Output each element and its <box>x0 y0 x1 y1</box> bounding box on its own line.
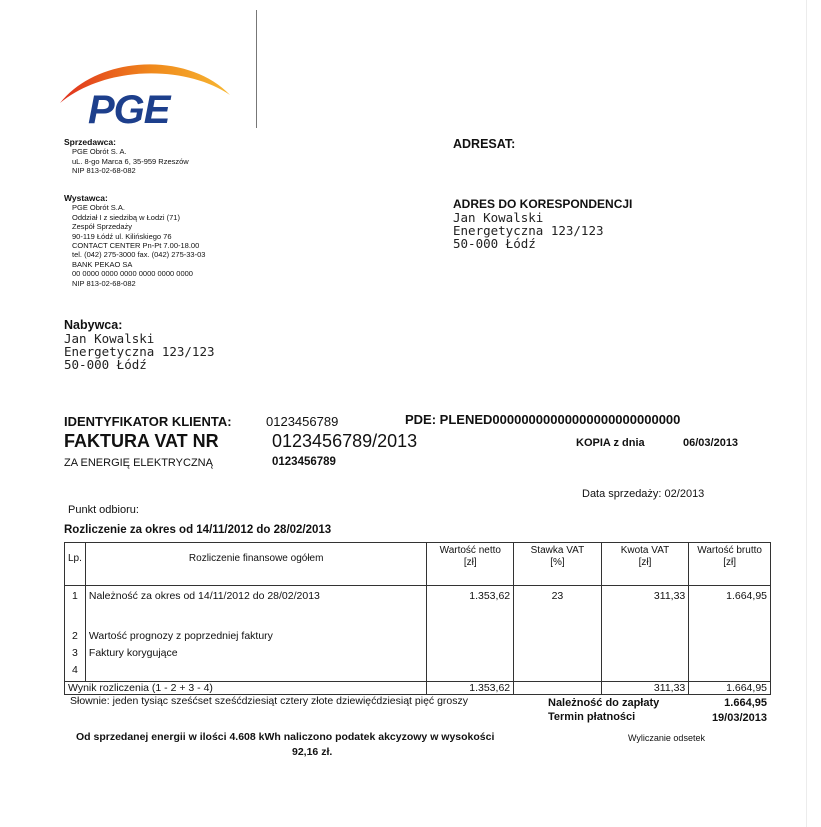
issuer-line: 00 0000 0000 0000 0000 0000 0000 <box>72 269 193 279</box>
col-vat-amount-title: Kwota VAT <box>620 545 670 556</box>
cell-net: 1.353,62 <box>427 586 514 630</box>
due-date-label: Termin płatności <box>548 711 636 723</box>
correspondence-line: Energetyczna 123/123 <box>453 223 604 238</box>
issuer-line: Zespół Sprzedaży <box>72 222 133 232</box>
buyer-line: Jan Kowalski <box>64 331 155 346</box>
cell-description: Należność za okres od 14/11/2012 do 28/02/2013 <box>85 586 427 630</box>
table-header-row <box>65 543 771 586</box>
amount-in-words: Słownie: jeden tysiąc sześćset sześćdziesiąt cztery złote dziewięćdziesiąt pięć groszy <box>70 695 469 707</box>
cell-lp: 1 <box>65 586 86 630</box>
cell-gross <box>689 630 771 647</box>
issuer-line: tel. (042) 275-3000 fax. (042) 275-33-03 <box>72 250 206 260</box>
addressee-heading: ADRESAT: <box>453 137 516 151</box>
excise-line: Od sprzedanej energii w ilości 4.608 kWh naliczono podatek akcyzowy w wysokości <box>76 731 495 743</box>
table-row <box>65 586 771 630</box>
table-row <box>65 647 771 664</box>
issuer-line: PGE Obrót S.A. <box>72 203 125 213</box>
correspondence-heading: ADRES DO KORESPONDENCJI <box>453 197 633 211</box>
seller-block <box>64 138 254 176</box>
issuer-line: Oddział I z siedzibą w Łodzi (71) <box>72 212 180 222</box>
cell-vat-rate <box>514 647 602 664</box>
logo-text: PGE <box>88 88 170 132</box>
cell-gross <box>689 647 771 664</box>
issuer-line: BANK PEKAO SA <box>72 259 133 269</box>
cell-gross <box>689 664 771 682</box>
copy-label: KOPIA z dnia <box>576 437 645 449</box>
buyer-heading: Nabywca: <box>64 318 123 332</box>
cell-vat-rate <box>514 664 602 682</box>
col-gross-title: Wartość brutto <box>697 545 762 556</box>
client-id-value: 0123456789 <box>266 414 339 429</box>
col-net-unit: [zł] <box>463 557 477 568</box>
col-gross-unit: [zł] <box>723 557 737 568</box>
cell-vat-amount <box>601 647 689 664</box>
invoice-number: 0123456789/2013 <box>272 431 418 451</box>
cell-description: Wartość prognozy z poprzedniej faktury <box>85 630 427 647</box>
cell-vat-amount <box>601 630 689 647</box>
col-gross <box>689 543 771 586</box>
cell-vat-amount <box>601 664 689 682</box>
col-description: Rozliczenie finansowe ogółem <box>85 543 427 586</box>
sale-date: Data sprzedaży: 02/2013 <box>582 488 705 500</box>
excise-amount: 92,16 zł. <box>292 746 333 758</box>
buyer-block <box>64 318 215 371</box>
cell-description: Faktury korygujące <box>85 647 427 664</box>
invoice-sub-number: 0123456789 <box>272 456 336 468</box>
cell-lp: 4 <box>65 664 86 682</box>
header-divider <box>256 10 257 128</box>
issuer-heading: Wystawca: <box>64 193 108 203</box>
table-total-row <box>65 682 771 695</box>
copy-date: 06/03/2013 <box>683 437 739 449</box>
interest-calculation: Wyliczanie odsetek <box>628 733 705 743</box>
cell-vat-rate <box>514 630 602 647</box>
cell-lp: 3 <box>65 647 86 664</box>
cell-net <box>427 630 514 647</box>
invoice-subtitle: ZA ENERGIĘ ELEKTRYCZNĄ <box>64 457 213 469</box>
issuer-line: NIP 813-02-68-082 <box>72 278 136 288</box>
col-vat-rate-title: Stawka VAT <box>530 545 585 556</box>
col-vat-rate-unit: [%] <box>550 557 565 568</box>
amount-due-value: 1.664,95 <box>724 697 767 709</box>
col-lp: Lp. <box>65 543 86 586</box>
col-vat-amount <box>601 543 689 586</box>
due-date-value: 19/03/2013 <box>711 712 767 724</box>
cell-net <box>427 664 514 682</box>
cell-net <box>427 647 514 664</box>
total-vat-rate <box>514 682 602 695</box>
correspondence-line: 50-000 Łódź <box>453 236 536 251</box>
issuer-line: CONTACT CENTER Pn-Pt 7.00-18.00 <box>72 241 200 251</box>
total-label: Wynik rozliczenia (1 - 2 + 3 - 4) <box>65 682 427 695</box>
total-gross: 1.664,95 <box>689 682 771 695</box>
cell-lp: 2 <box>65 630 86 647</box>
total-net: 1.353,62 <box>427 682 514 695</box>
issuer-line: 90-119 Łódź ul. Kilińskiego 76 <box>72 231 172 241</box>
cell-vat-rate: 23 <box>514 586 602 630</box>
seller-heading: Sprzedawca: <box>64 137 116 147</box>
invoice-title: FAKTURA VAT NR <box>64 431 219 451</box>
cell-description <box>85 664 427 682</box>
seller-line: NIP 813-02-68-082 <box>72 166 136 176</box>
table-row <box>65 664 771 682</box>
cell-vat-amount: 311,33 <box>601 586 689 630</box>
client-id-label: IDENTYFIKATOR KLIENTA: <box>64 414 232 429</box>
page-edge <box>806 0 807 827</box>
cell-gross: 1.664,95 <box>689 586 771 630</box>
buyer-line: 50-000 Łódź <box>64 357 147 372</box>
buyer-line: Energetyczna 123/123 <box>64 344 215 359</box>
col-net <box>427 543 514 586</box>
settlement-period: Rozliczenie za okres od 14/11/2012 do 28/02/2013 <box>64 524 332 536</box>
total-vat-amount: 311,33 <box>601 682 689 695</box>
col-net-title: Wartość netto <box>439 545 501 556</box>
issuer-block <box>64 194 254 288</box>
correspondence-block <box>453 197 632 250</box>
col-vat-amount-unit: [zł] <box>638 557 652 568</box>
seller-line: PGE Obrót S. A. <box>72 147 127 157</box>
col-vat-rate <box>514 543 602 586</box>
settlement-table <box>64 542 771 695</box>
correspondence-line: Jan Kowalski <box>453 210 544 225</box>
table-row <box>65 630 771 647</box>
pde-label: PDE: PLENED00000000000000000000000000 <box>405 412 681 427</box>
seller-line: uL. 8-go Marca 6, 35-959 Rzeszów <box>72 156 189 166</box>
amount-due-label: Należność do zapłaty <box>548 697 660 709</box>
pickup-point: Punkt odbioru: <box>68 504 139 516</box>
